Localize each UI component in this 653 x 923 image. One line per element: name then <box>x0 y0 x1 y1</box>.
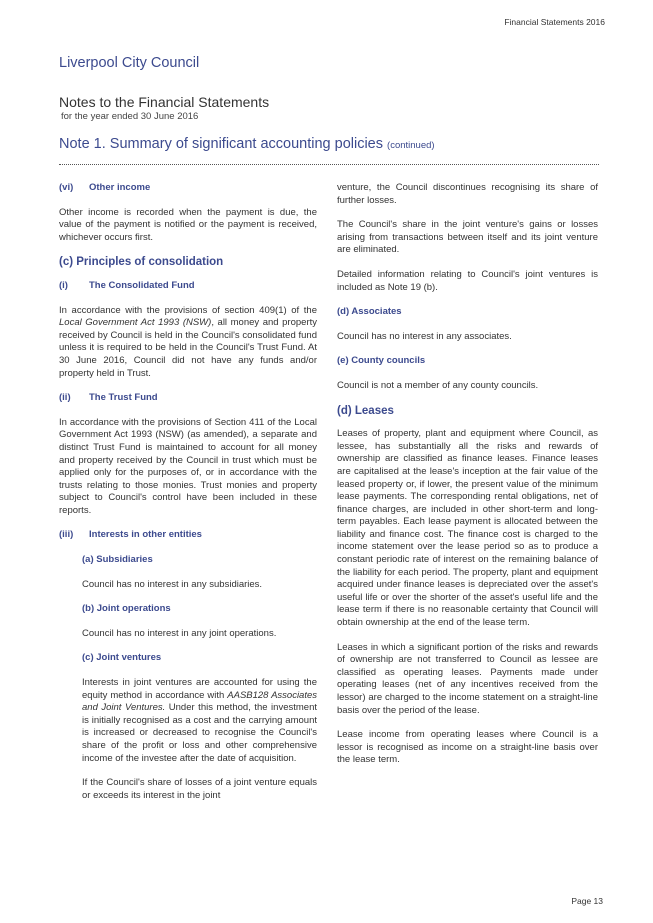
heading-number: (vi) <box>59 182 74 193</box>
paragraph-lease-income: Lease income from operating leases where Council is a lessor is recognised as income on a straight-line basis over the lease term. <box>337 729 598 766</box>
paragraph-finance-leases: Leases of property, plant and equipment where Council, as lessee, has substantially all the risks and rewards of ownership are classified as finance leases. Finance leases are capitalised at the lease's inception at the fair value of the leased property or, if lower, the present value of the minimum lease payments. The corresponding rental obligations, net of finance charges, are included in other short-term and long-term payables. Each lease payment is allocated between the liability and finance cost. The finance cost is charged to the income statement over the lease period so as to produce a constant periodic rate of interest on the remaining balance of the liability for each period. The property, plant and equipment acquired under finance leases is depreciated over the asset's useful life or over the shorter of the asset's useful life and the lease term if there is no reasonable certainty that Council will obtain ownership at the end of the lease term. <box>337 428 598 629</box>
document-subtitle: for the year ended 30 June 2016 <box>61 111 199 122</box>
heading-associates: (d) Associates <box>337 306 402 318</box>
paragraph-county-councils: Council is not a member of any county councils. <box>337 379 539 391</box>
heading-joint-operations: (b) Joint operations <box>82 603 171 615</box>
subsection-subsidiaries <box>82 554 317 802</box>
text-run: In accordance with the provisions of section 409(1) of the <box>59 304 317 316</box>
heading-subsidiaries: (a) Subsidiaries <box>82 554 153 566</box>
paragraph-joint-venture-continued: venture, the Council discontinues recognising its share of further losses. <box>337 182 598 206</box>
act-name: Local Government Act 1993 (NSW) <box>59 317 212 329</box>
heading-number: (iii) <box>59 529 74 541</box>
text-run: Interests in joint ventures are accounted for using the equity method in accordance with <box>82 677 317 701</box>
heading-consolidated-fund <box>59 280 317 293</box>
heading-text: The Trust Fund <box>89 392 158 404</box>
paragraph-other-income: Other income is recorded when the payment is due, the value of the payment is notified or the payment is received, whichever occurs first. <box>59 206 317 243</box>
heading-text: Interests in other entities <box>89 529 202 541</box>
paragraph-joint-ventures-2: If the Council's share of losses of a joint venture equals or exceeds its interest in the joint <box>82 777 317 801</box>
paragraph-joint-ventures-1 <box>82 677 317 765</box>
section-divider <box>59 164 599 165</box>
heading-interests-other-entities <box>59 529 317 542</box>
text-run: , all money and property received by Council is held in the Council's consolidated fund unless it is required to be held in the Council's Trust Fund. At 30 June 2016, Council did not have any funds and/or property held in Trust. <box>59 317 317 379</box>
paragraph-joint-operations: Council has no interest in any joint operations. <box>82 627 277 639</box>
note-heading <box>59 136 435 152</box>
organization-name: Liverpool City Council <box>59 55 200 71</box>
heading-leases: (d) Leases <box>337 404 394 417</box>
paragraph-joint-venture-detail: Detailed information relating to Council's joint ventures is included as Note 19 (b). <box>337 268 598 293</box>
heading-principles-consolidation: (c) Principles of consolidation <box>59 256 224 269</box>
document-title: Notes to the Financial Statements <box>59 94 270 110</box>
left-column <box>59 182 317 814</box>
heading-number: (i) <box>59 279 68 291</box>
paragraph-joint-venture-share: The Council's share in the joint venture's gains or losses arising from transactions between itself and its joint venture are eliminated. <box>337 219 598 256</box>
heading-number: (ii) <box>59 392 71 404</box>
note-continued: (continued) <box>387 140 435 151</box>
heading-trust-fund <box>59 392 317 405</box>
paragraph-consolidated-fund <box>59 305 317 381</box>
heading-county-councils: (e) County councils <box>337 355 426 367</box>
paragraph-associates: Council has no interest in any associates. <box>337 330 512 342</box>
heading-other-income <box>59 182 317 195</box>
paragraph-trust-fund: In accordance with the provisions of Section 411 of the Local Government Act 1993 (NSW) (as amended), a separate and distinct Trust Fund is maintained to account for all money and property received by the Council in trust which must be applied only for the purposes of, or in accordance with the trusts relating to those monies. Trust monies and property subject to Council's control have been included in these reports. <box>59 416 317 516</box>
running-header: Financial Statements 2016 <box>504 17 605 27</box>
page-number: Page 13 <box>571 896 603 906</box>
heading-text: The Consolidated Fund <box>89 279 195 291</box>
paragraph-operating-leases: Leases in which a significant portion of the risks and rewards of ownership are not transferred to Council as lessee are classified as operating leases. Payments made under operating leases (net of any incentives received from the lessor) are charged to the income statement on a straight-line basis over the period of the lease. <box>337 641 598 716</box>
paragraph-subsidiaries: Council has no interest in any subsidiaries. <box>82 578 263 590</box>
text-run: Under this method, the investment is initially recognised as a cost and the carrying amount is increased or decreased to recognise the Council's share of the profit or loss and other comprehensive income of the investee after the date of acquisition. <box>82 702 317 764</box>
right-column <box>337 182 598 779</box>
heading-text: Other income <box>89 182 151 193</box>
note-title: Note 1. Summary of significant accounting policies <box>59 136 383 152</box>
heading-joint-ventures: (c) Joint ventures <box>82 652 162 664</box>
standard-name: AASB128 Associates and Joint Ventures. <box>82 689 318 714</box>
